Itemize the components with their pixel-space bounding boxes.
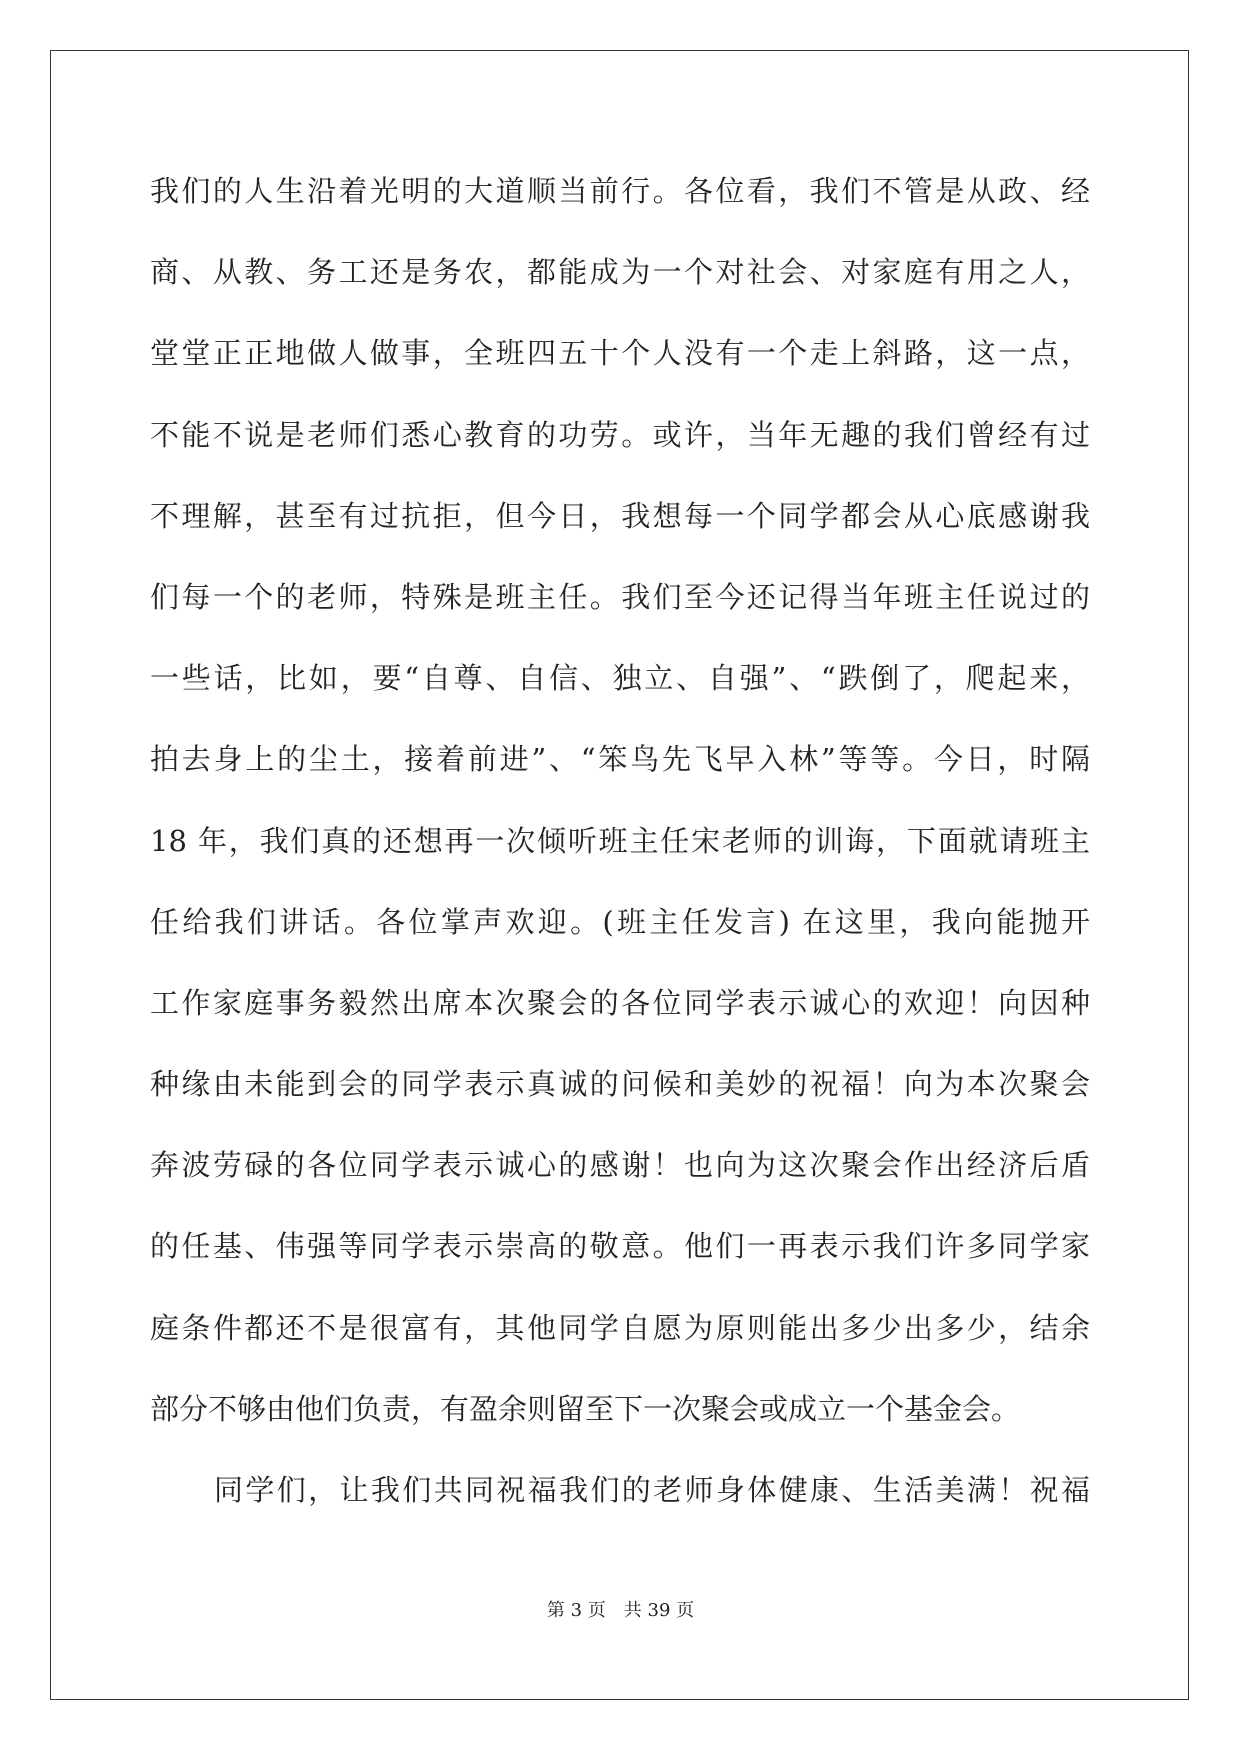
text-line: 同学们，让我们共同祝福我们的老师身体健康、生活美满！祝福 bbox=[214, 1473, 1090, 1507]
text-line: 们每一个的老师，特殊是班主任。我们至今还记得当年班主任说过的 bbox=[150, 579, 1090, 614]
text-line: 一些话，比如，要“自尊、自信、独立、自强”、“跌倒了，爬起来， bbox=[150, 661, 1090, 696]
text-line: 庭条件都还不是很富有，其他同学自愿为原则能出多少出多少，结余 bbox=[150, 1310, 1090, 1345]
text-line: 种缘由未能到会的同学表示真诚的问候和美妙的祝福！向为本次聚会 bbox=[150, 1067, 1090, 1102]
text-line: 奔波劳碌的各位同学表示诚心的感谢！也向为这次聚会作出经济后盾 bbox=[150, 1148, 1090, 1183]
page-footer bbox=[0, 1596, 1241, 1622]
total-pages-label: 共 39 页 bbox=[623, 1600, 695, 1621]
text-line: 18 年，我们真的还想再一次倾听班主任宋老师的训诲，下面就请班主 bbox=[150, 823, 1090, 858]
text-line: 不能不说是老师们悉心教育的功劳。或许，当年无趣的我们曾经有过 bbox=[150, 417, 1090, 452]
text-line: 任给我们讲话。各位掌声欢迎。(班主任发言) 在这里，我向能抛开 bbox=[150, 904, 1090, 939]
text-line: 部分不够由他们负责，有盈余则留至下一次聚会或成立一个基金会。 bbox=[150, 1391, 1021, 1426]
text-line: 我们的人生沿着光明的大道顺当前行。各位看，我们不管是从政、经 bbox=[150, 174, 1090, 208]
text-line: 拍去身上的尘土，接着前进”、“笨鸟先飞早入林”等等。今日，时隔 bbox=[150, 742, 1090, 777]
text-line: 工作家庭事务毅然出席本次聚会的各位同学表示诚心的欢迎！向因种 bbox=[150, 985, 1090, 1020]
current-page-label: 第 3 页 bbox=[546, 1600, 606, 1621]
text-line: 堂堂正正地做人做事，全班四五十个人没有一个走上斜路，这一点， bbox=[150, 336, 1090, 371]
text-line: 商、从教、务工还是务农，都能成为一个对社会、对家庭有用之人， bbox=[150, 255, 1090, 290]
text-line: 的任基、伟强等同学表示崇高的敬意。他们一再表示我们许多同学家 bbox=[150, 1229, 1090, 1264]
document-body bbox=[150, 163, 1090, 1543]
text-line: 不理解，甚至有过抗拒，但今日，我想每一个同学都会从心底感谢我 bbox=[150, 498, 1090, 533]
